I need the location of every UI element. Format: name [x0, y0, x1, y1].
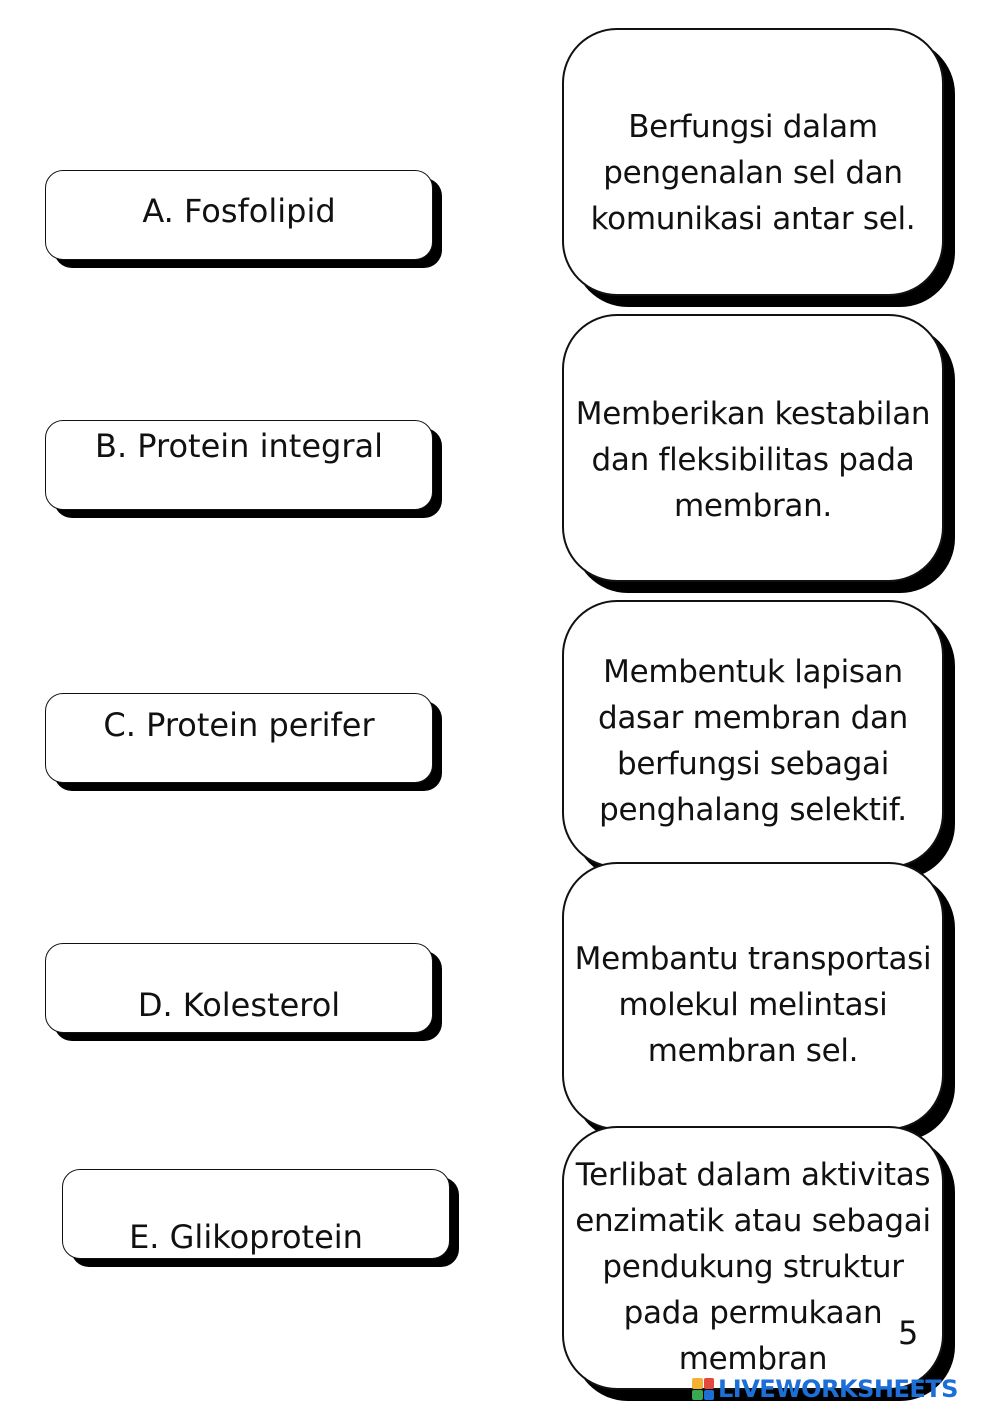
- liveworksheets-watermark: [692, 1376, 958, 1402]
- description-box-4[interactable]: [562, 862, 944, 1130]
- description-box-5[interactable]: [562, 1126, 944, 1390]
- term-label: A. Fosfolipid: [142, 192, 336, 230]
- liveworksheets-logo-icon: [692, 1378, 714, 1400]
- term-box-c[interactable]: [45, 693, 433, 783]
- term-label: C. Protein perifer: [103, 706, 375, 744]
- logo-square-green: [692, 1390, 703, 1401]
- description-box-1[interactable]: [562, 28, 944, 296]
- term-box-a[interactable]: [45, 170, 433, 260]
- term-box-b[interactable]: [45, 420, 433, 510]
- description-text: Memberikan kestabilan dan fleksibilitas pada membran.: [575, 396, 931, 524]
- page-number: 5: [898, 1314, 919, 1352]
- watermark-text: LIVEWORKSHEETS: [718, 1375, 958, 1403]
- description-text: Berfungsi dalam pengenalan sel dan komunikasi antar sel.: [590, 109, 916, 237]
- description-text: Membentuk lapisan dasar membran dan berfungsi sebagai penghalang selektif.: [597, 654, 909, 828]
- term-label: E. Glikoprotein: [129, 1218, 363, 1256]
- term-label: D. Kolesterol: [137, 986, 341, 1024]
- term-box-e[interactable]: [62, 1169, 450, 1259]
- logo-square-red: [704, 1378, 715, 1389]
- description-box-2[interactable]: [562, 314, 944, 582]
- description-text: Membantu transportasi molekul melintasi membran sel.: [574, 941, 932, 1069]
- term-box-d[interactable]: [45, 943, 433, 1033]
- term-label: B. Protein integral: [94, 427, 383, 465]
- description-box-3[interactable]: [562, 600, 944, 868]
- description-text: Terlibat dalam aktivitas enzimatik atau sebagai pendukung struktur pada permukaan membran: [575, 1157, 931, 1377]
- logo-square-yellow: [692, 1378, 703, 1389]
- logo-square-blue: [704, 1390, 715, 1401]
